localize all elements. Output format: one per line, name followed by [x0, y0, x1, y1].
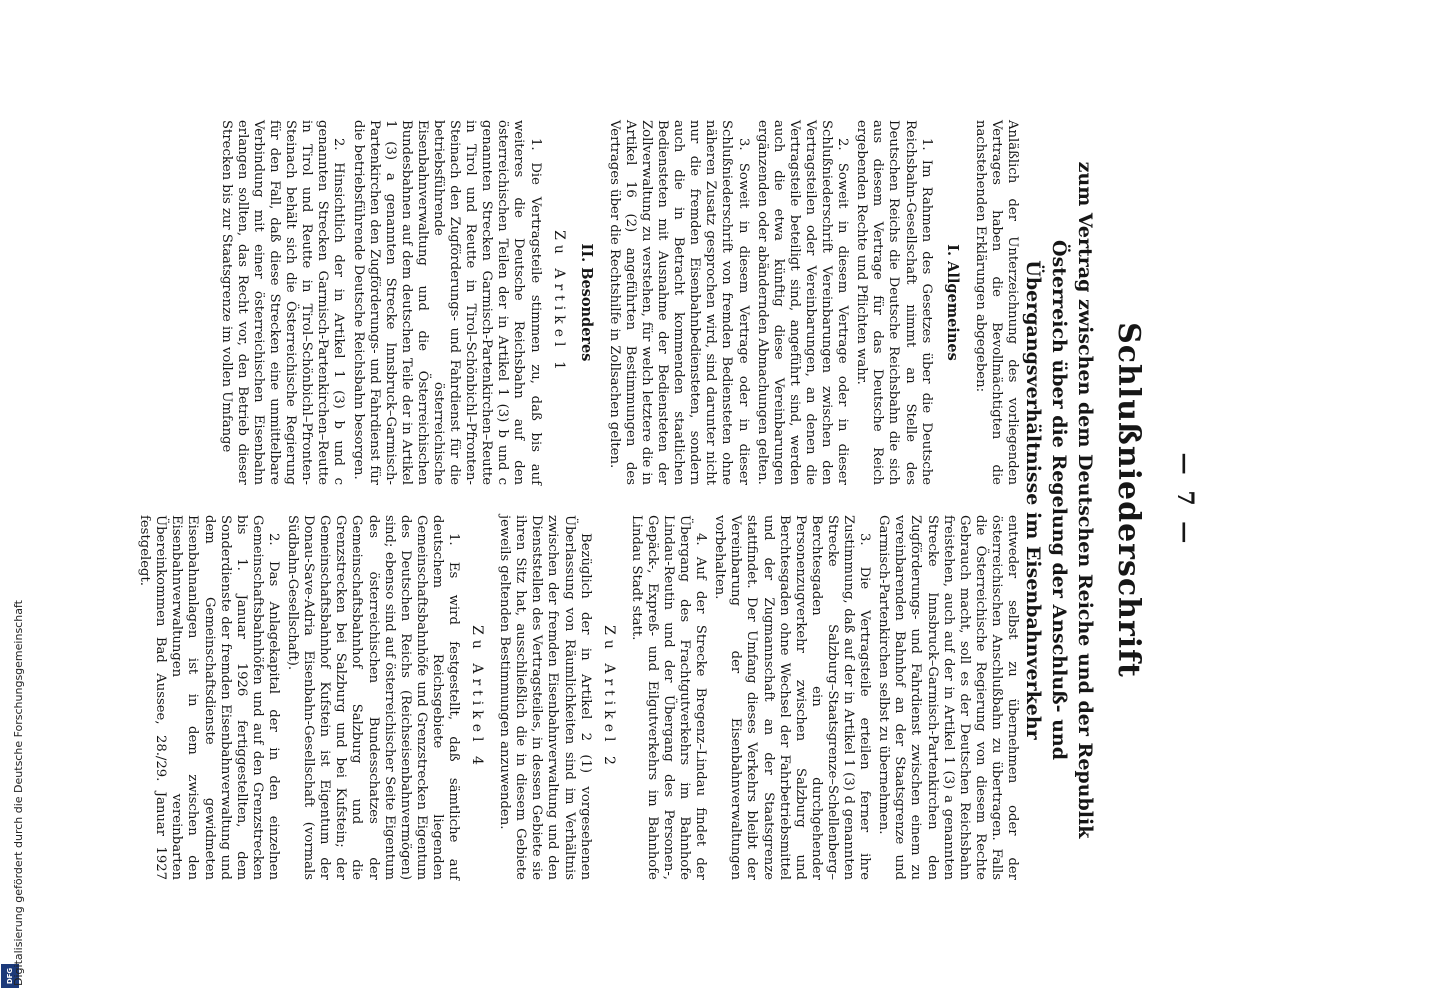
footer-strip [0, 0, 24, 1000]
paragraph: 1. Die Vertragsteile stimmen zu, daß bis auf weiteres die Deutsche Reichsbahn auf den österreichischen Teilen der in Artikel 1 (3) b und c genannten Strecken Garmisch-Partenkirchen–Reutte in Tirol und Reutte in Tirol–Schönbichl–Pfronten-Steinach den Zugförderungs- und Fahrdienst für die betriebsführende österreichische Eisenbahnverwaltung und die Österreichischen Bundesbahnen auf dem deutschen Teile der in Artikel 1 (3) a genannten Strecke Innsbruck–Garmisch-Partenkirchen den Zugförderungs- und Fahrdienst für die betriebsführende Deutsche Reichsbahn besorgen. [350, 120, 543, 485]
document-subtitle: zum Vertrag zwischen dem Deutschen Reiche und der Republik Österreich über die Regelung der Anschluß- und Übergangsverhältnisse im Eisenbahnverkehr [1022, 161, 1096, 839]
article-heading: Zu Artikel 2 [600, 625, 617, 770]
page-number: — 7 — [1172, 452, 1198, 548]
paragraph: 4. Auf der Strecke Bregenz–Lindau findet der Übergang des Frachtgutverkehrs im Bahnhofe Lindau-Reutin und der Übergang des Personen-, Gepäck-, Expreß- und Eilgutverkehrs im Bahnhofe Lindau Stadt statt. [628, 515, 709, 880]
section-heading: I. Allgemeines [943, 244, 961, 361]
article-heading: Zu Artikel 4 [469, 625, 486, 770]
paragraph: 2. Hinsichtlich der in Artikel 1 (3) b und c genannten Strecken Garmisch-Partenkirchen–Reutte in Tirol und Reutte in Tirol–Schönbichl–Pfronten-Steinach behält sich die Österreichische Regierung für den Fall, daß diese Strecken eine unmittelbare Verbindung mit einer österreichischen Eisenbahn erlangen sollten, das Recht vor, den Betrieb dieser Strecken bis zur Staatsgrenze im vollen Umfange [218, 120, 347, 485]
paragraph: 1. Es wird festgestellt, daß sämtliche auf deutschem Reichsgebiete liegenden Gemeinschaftsbahnhöfe und Grenzstrecken Eigentum des Deutschen Reichs (Reichseisenbahnvermögen) sind; ebenso sind auf österreichischer Seite Eigentum des österreichischen Bundesschatzes der Gemeinschaftsbahnhof Salzburg und die Grenzstrecken bei Salzburg und bei Kufstein; der Gemeinschaftsbahnhof Kufstein ist Eigentum der Donau-Save-Adria Eisenbahn-Gesellschaft (vormals Südbahn-Gesellschaft). [285, 515, 461, 880]
paragraph: Anläßlich der Unterzeichnung des vorliegenden Vertrages haben die Bevollmächtigten die nachstehenden Erklärungen abgegeben: [972, 120, 1020, 485]
section-heading: II. Besonderes [577, 243, 595, 362]
paragraph: entweder selbst zu übernehmen oder der österreichischen Anschlußbahn zu übertragen. Falls die Österreichische Regierung von diesem Rechte Gebrauch macht, soll es der Deutschen Reichsbahn freistehen, auch auf der in Artikel 1 (3) a genannten Strecke Innsbruck–Garmisch-Partenkirchen den Zugförderungs- und Fahrdienst zwischen einem zu vereinbarenden Bahnhof an der Staatsgrenze und Garmisch-Partenkirchen selbst zu übernehmen. [876, 515, 1020, 880]
right-column [133, 515, 1020, 880]
page-wrap [137, 100, 1206, 900]
document-page [137, 100, 1206, 900]
paragraph: 2. Soweit in diesem Vertrage oder in dieser Schlußniederschrift Vereinbarungen zwischen den Vertragsteilen oder Vereinbarungen, an denen die Vertragsteile beteiligt sind, angeführt sind, werden auch die etwa künftig diese Vereinbarungen ergänzenden oder abändernden Abmachungen gelten. [754, 120, 851, 485]
article-heading: Zu Artikel 1 [550, 230, 567, 375]
paragraph: 2. Das Anlagekapital der in den einzelnen Gemeinschaftsbahnhöfen und auf den Grenzstrecken bis 1. Januar 1926 fertiggestellten, dem Sonderdienste der fremden Eisenbahnverwaltung und dem Gemeinschaftsdienste gewidmeten Eisenbahnanlagen ist in dem zwischen den Eisenbahnverwaltungen vereinbarten Übereinkommen Bad Aussee, 28./29. Januar 1927 festgelegt. [137, 515, 281, 880]
paragraph: 3. Soweit in diesem Vertrage oder in dieser Schlußniederschrift von fremden Bediensteten ohne näheren Zusatz gesprochen wird, sind darunter nicht nur die fremden Eisenbahnbediensteten, sondern auch die in Betracht kommenden staatlichen Bediensteten mit Ausnahme der Bediensteten der Zollverwaltung zu verstehen, für welch letztere die in Artikel 16 (2) angeführten Bestimmungen des Vertrages über die Rechtshilfe in Zollsachen gelten. [606, 120, 751, 485]
paragraph: 3. Die Vertragsteile erteilen ferner ihre Zustimmung, daß auf der in Artikel 1 (3) d genannten Strecke Salzburg–Staatsgrenze–Schellenberg–Berchtesgaden ein durchgehender Personenzugverkehr zwischen Salzburg und Berchtesgaden ohne Wechsel der Fahrbetriebsmittel und der Zugmannschaft an der Staatsgrenze stattfindet. Der Umfang dieses Verkehrs bleibt der Vereinbarung der Eisenbahnverwaltungen vorbehalten. [712, 515, 873, 880]
digitization-credit: Digitalisierung gefördert durch die Deutsche Forschungsgemeinschaft [12, 600, 25, 986]
document-title: Schlußniederschrift [1111, 322, 1146, 678]
dfg-logo: DFG [1, 964, 19, 988]
paragraph: Bezüglich der in Artikel 2 (1) vorgesehenen Überlassung von Räumlichkeiten sind im Verhältnis zwischen der fremden Eisenbahnverwaltung und den Dienststellen des Vertragsteiles, in dessen Gebiete sie ihren Sitz hat, ausschließlich die in diesem Gebiete jeweils geltenden Bestimmungen anzuwenden. [497, 515, 593, 880]
left-column [215, 120, 1020, 485]
paragraph: 1. Im Rahmen des Gesetzes über die Deutsche Reichsbahn-Gesellschaft nimmt an Stelle des Deutschen Reichs die Deutsche Reichsbahn die sich aus diesem Vertrage für das Deutsche Reich ergebenden Rechte und Pflichten wahr. [854, 120, 934, 485]
